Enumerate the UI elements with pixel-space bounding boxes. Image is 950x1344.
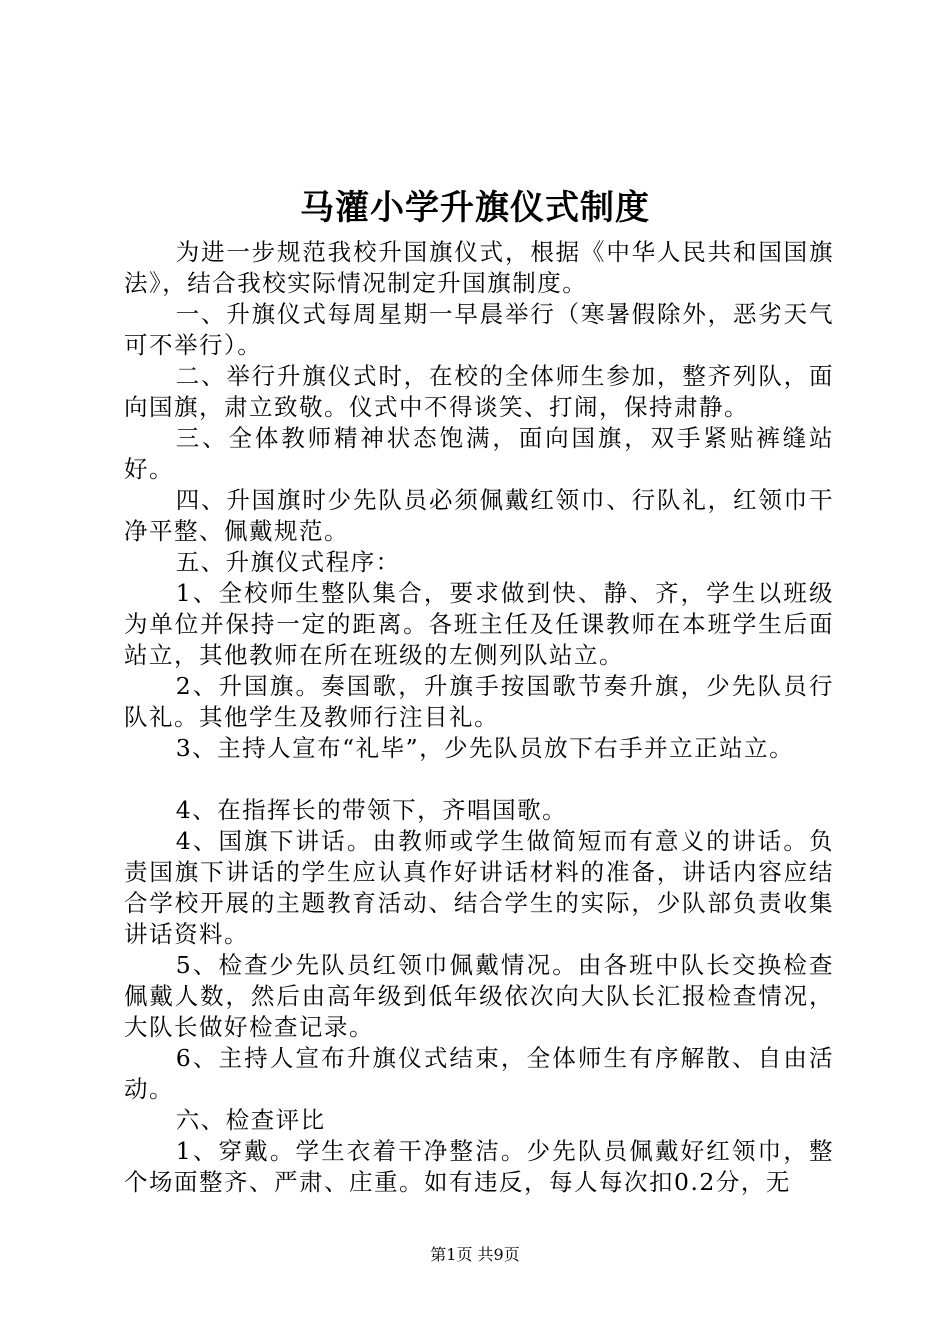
page-number-footer: 第1页 共9页 bbox=[430, 1245, 520, 1264]
paragraph: 1、全校师生整队集合，要求做到快、静、齐，学生以班级为单位并保持一定的距离。各班主任及任课教师在本班学生后面站立，其他教师在所在班级的左侧列队站立。 bbox=[124, 579, 834, 669]
paragraph: 4、在指挥长的带领下，齐唱国歌。 bbox=[175, 796, 568, 824]
paragraph: 为进一步规范我校升国旗仪式，根据《中华人民共和国国旗法》，结合我校实际情况制定升国旗制度。 bbox=[124, 238, 834, 297]
paragraph: 五、升旗仪式程序： bbox=[175, 548, 401, 576]
paragraph: 三、全体教师精神状态饱满，面向国旗，双手紧贴裤缝站好。 bbox=[124, 424, 834, 483]
paragraph: 四、升国旗时少先队员必须佩戴红领巾、行队礼，红领巾干净平整、佩戴规范。 bbox=[124, 486, 834, 545]
paragraph: 六、检查评比 bbox=[175, 1106, 326, 1134]
document-body bbox=[124, 237, 834, 1198]
paragraph: 4、国旗下讲话。由教师或学生做简短而有意义的讲话。负责国旗下讲话的学生应认真作好讲话材料的准备，讲话内容应结合学校开展的主题教育活动、结合学生的实际，少队部负责收集讲话资料。 bbox=[124, 827, 834, 948]
paragraph: 6、主持人宣布升旗仪式结束，全体师生有序解散、自由活动。 bbox=[124, 1044, 834, 1103]
paragraph: 3、主持人宣布“礼毕”，少先队员放下右手并立正站立。 bbox=[175, 734, 795, 762]
document-title: 马灌小学升旗仪式制度 bbox=[300, 188, 650, 228]
paragraph: 二、举行升旗仪式时，在校的全体师生参加，整齐列队，面向国旗，肃立致敬。仪式中不得谈笑、打闹，保持肃静。 bbox=[124, 362, 834, 421]
paragraph: 一、升旗仪式每周星期一早晨举行（寒暑假除外，恶劣天气可不举行）。 bbox=[124, 300, 834, 359]
paragraph: 5、检查少先队员红领巾佩戴情况。由各班中队长交换检查佩戴人数，然后由高年级到低年级依次向大队长汇报检查情况，大队长做好检查记录。 bbox=[124, 951, 834, 1041]
paragraph: 1、穿戴。学生衣着干净整洁。少先队员佩戴好红领巾，整个场面整齐、严肃、庄重。如有违反，每人每次扣0.2分，无 bbox=[124, 1137, 834, 1196]
paragraph: 2、升国旗。奏国歌，升旗手按国歌节奏升旗，少先队员行队礼。其他学生及教师行注目礼。 bbox=[124, 672, 834, 731]
